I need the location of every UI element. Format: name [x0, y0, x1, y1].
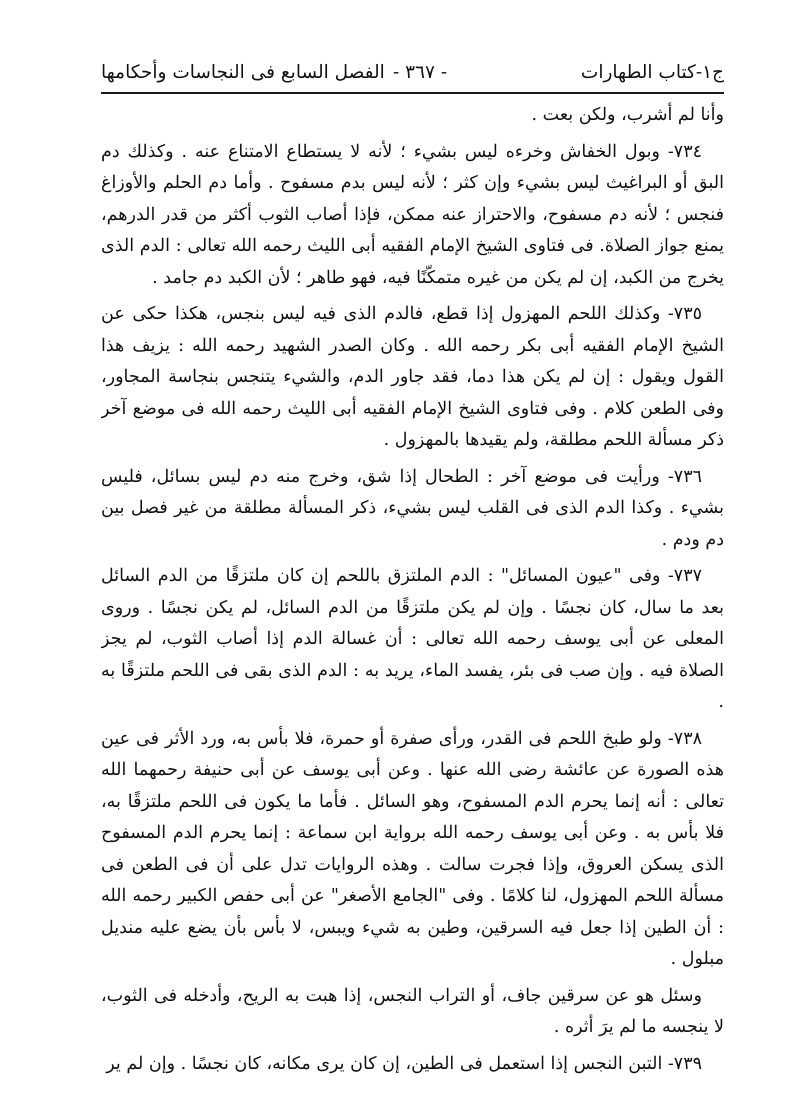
body-text — [101, 100, 724, 1090]
paragraph-735: ٧٣٥- وكذلك اللحم المهزول إذا قطع، فالدم الذى فيه ليس بنجس، هكذا حكى عن الشيخ الإمام الفقيه أبى بكر رحمه الله . وكان الصدر الشهيد رحمه الله : يزيف هذا القول ويقول : إن لم يكن هذا دما، فقد جاور الدم، والشيء يتنجس بنجاسة المجاور، وفى الطعن كلام . وفى فتاوى الشيخ الإمام الفقيه أبى الليث رحمه الله فى موضع آخر ذكر مسألة اللحم مطلقة، ولم يقيدها بالمهزول . — [101, 304, 724, 450]
paragraph-738: ٧٣٨- ولو طبخ اللحم فى القدر، ورأى صفرة أو حمرة، فلا بأس به، ورد الأثر فى عين هذه الصورة عن عائشة رضى الله عنها . وعن أبى يوسف عن أبى حنيفة رحمهما الله تعالى : أنه إنما يحرم الدم المسفوح، وهو السائل . فأما ما يكون فى اللحم ملتزقًا به، فلا بأس به . وعن أبى يوسف رحمه الله برواية ابن سماعة : إنما يحرم الدم المسفوح الذى يسكن العروق، وإذا فجرت سالت . وهذه الروايات تدل على أن فى الطعن فى مسألة اللحم المهزول، لنا كلامًا . وفى "الجامع الأصغر" عن أبى حفص الكبير رحمه الله : أن الطين إذا جعل فيه السرقين، وطين به شيء ويبس، لا بأس بأن يضع عليه منديل مبلول . — [101, 728, 724, 969]
paragraph-736: ٧٣٦- ورأيت فى موضع آخر : الطحال إذا شق، وخرج منه دم ليس بسائل، فليس بشيء . وكذا الدم الذى فى القلب ليس بشيء، ذكر المسألة مطلقة من غير فصل بين دم ودم . — [101, 466, 724, 550]
paragraph-734: ٧٣٤- وبول الخفاش وخرءه ليس بشيء ؛ لأنه لا يستطاع الامتناع عنه . وكذلك دم البق أو البراغيث ليس بشيء وإن كثر ؛ لأنه ليس بدم مسفوح . وأما دم الحلم والأوزاغ فنجس ؛ لأنه دم مسفوح، والاحتراز عنه ممكن، فإذا أصاب الثوب أكثر من قدر الدرهم، يمنع جواز الصلاة. فى فتاوى الشيخ الإمام الفقيه أبى الليث رحمه الله تعالى : الدم الذى يخرج من الكبد، إن لم يكن من غيره متمكّنًا فيه، فهو طاهر ؛ لأن الكبد دم جامد . — [101, 141, 724, 288]
paragraph-737: ٧٣٧- وفى "عيون المسائل" : الدم الملتزق باللحم إن كان ملتزقًا من الدم السائل بعد ما سال، كان نجسًا . وإن لم يكن ملتزقًا من الدم السائل، لم يكن نجسًا . وروى المعلى عن أبى يوسف رحمه الله تعالى : أن غسالة الدم إذا أصاب الثوب، لم يجز الصلاة فيه . وإن صب فى بئر، يفسد الماء، يريد به : الدم الذى بقى فى اللحم ملتزقًا به . — [101, 566, 724, 712]
header-book-title: ج١-كتاب الطهارات — [580, 62, 724, 83]
paragraph-question: وسئل هو عن سرقين جاف، أو التراب النجس، إذا هبت به الريح، وأدخله فى الثوب، لا ينجسه ما لم يرَ أثره . — [101, 985, 724, 1037]
paragraph-continuation: وأنا لم أشرب، ولكن بعت . — [531, 105, 724, 125]
running-header — [101, 58, 724, 94]
header-chapter-title: الفصل السابع فى النجاسات وأحكامها — [101, 62, 385, 83]
page-number: - ٣٦٧ - — [393, 62, 448, 83]
paragraph-739: ٧٣٩- التبن النجس إذا استعمل فى الطين، إن كان يرى مكانه، كان نجسًا . وإن لم ير — [106, 1053, 702, 1074]
